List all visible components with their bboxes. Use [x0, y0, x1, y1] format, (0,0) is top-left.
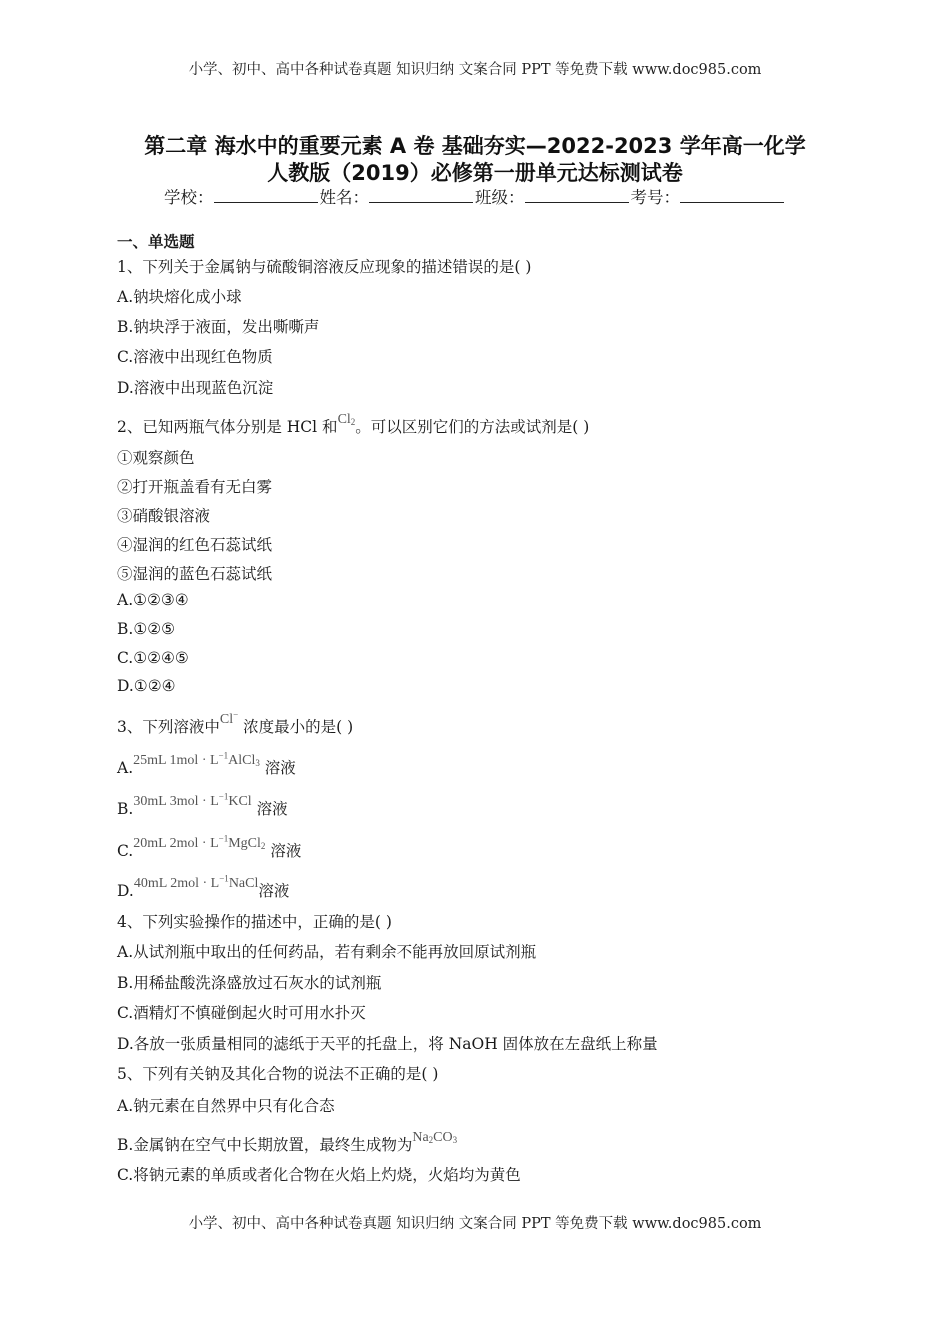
q3-b-label: B. — [117, 800, 134, 818]
q4-option-a: A.从试剂瓶中取出的任何药品，若有剩余不能再放回原试剂瓶 — [117, 943, 537, 961]
number-blank — [680, 186, 784, 203]
q3-option-c — [117, 833, 302, 861]
q3-d-label: D. — [117, 882, 134, 900]
q3-stem-b: 浓度最小的是( ) — [243, 718, 354, 736]
q4-option-d: D.各放一张质量相同的滤纸于天平的托盘上，将 NaOH 固体放在左盘纸上称量 — [117, 1035, 658, 1053]
q3-option-a — [117, 750, 296, 778]
co-sub: 3 — [452, 1135, 458, 1145]
student-info-row — [0, 184, 950, 208]
q3-c-unit: mol · L — [176, 836, 219, 851]
q3-stem-a: 3、下列溶液中 — [117, 718, 220, 736]
q1-option-b: B.钠块浮于液面，发出嘶嘶声 — [117, 318, 320, 336]
name-blank — [369, 186, 473, 203]
q3-a-vol: 25mL 1 — [133, 753, 177, 768]
cl-ion-sup: − — [233, 709, 239, 720]
q4-option-c: C.酒精灯不慎碰倒起火时可用水扑灭 — [117, 1004, 366, 1022]
class-blank — [525, 186, 629, 203]
q3-d-unit: mol · L — [177, 876, 220, 891]
q3-d-salt: NaCl — [228, 876, 259, 891]
q3-a-salt: AlCl — [228, 753, 256, 768]
q2-method-2: ②打开瓶盖看有无白雾 — [117, 478, 273, 496]
q3-a-formula — [133, 750, 260, 768]
q2-method-5: ⑤湿润的蓝色石蕊试纸 — [117, 565, 273, 583]
name-label: 姓名： — [319, 188, 369, 207]
cl-ion-main: Cl — [219, 712, 234, 727]
q2-method-1: ①观察颜色 — [117, 449, 195, 467]
cl2-main: Cl — [337, 412, 351, 427]
q3-b-unit-sup: −1 — [218, 791, 229, 802]
q4-stem: 4、下列实验操作的描述中，正确的是( ) — [117, 913, 392, 931]
q3-c-label: C. — [117, 842, 134, 860]
q5-option-b — [117, 1130, 458, 1155]
q3-d-solution: 溶液 — [258, 882, 290, 900]
q3-a-unit-sup: −1 — [218, 750, 229, 761]
co-main: CO — [433, 1130, 453, 1145]
page-header: 小学、初中、高中各种试卷真题 知识归纳 文案合同 PPT 等免费下载 www.doc985.com — [188, 62, 762, 78]
q3-c-unit-sup: −1 — [218, 833, 229, 844]
q3-option-b — [117, 791, 288, 819]
section-title: 一、单选题 — [117, 233, 195, 251]
q3-b-vol: 30mL 3 — [133, 794, 177, 809]
page-footer: 小学、初中、高中各种试卷真题 知识归纳 文案合同 PPT 等免费下载 www.doc985.com — [188, 1216, 762, 1232]
q3-b-solution: 溶液 — [256, 800, 288, 818]
q3-c-solution: 溶液 — [270, 842, 302, 860]
q2-method-3: ③硝酸银溶液 — [117, 507, 211, 525]
q2-method-4: ④湿润的红色石蕊试纸 — [117, 536, 273, 554]
q3-c-sub: 2 — [260, 841, 266, 851]
q3-c-formula — [133, 833, 266, 851]
cl2-sub: 2 — [350, 417, 356, 427]
q3-stem — [117, 709, 354, 737]
q5-option-a: A.钠元素在自然界中只有化合态 — [117, 1097, 335, 1115]
q3-b-formula — [133, 791, 252, 809]
na-sub: 2 — [428, 1135, 434, 1145]
exam-title-line1: 第二章 海水中的重要元素 A 卷 基础夯实—2022-2023 学年高一化学 — [144, 134, 806, 158]
q3-c-salt: MgCl — [228, 836, 261, 851]
number-label: 考号： — [630, 188, 680, 207]
exam-title-line2: 人教版（2019）必修第一册单元达标测试卷 — [267, 161, 683, 185]
q2-stem-a: 2、已知两瓶气体分别是 HCl 和 — [117, 418, 338, 436]
q3-a-unit: mol · L — [176, 753, 219, 768]
q1-option-d: D.溶液中出现蓝色沉淀 — [117, 379, 274, 397]
school-label: 学校： — [164, 188, 214, 207]
q3-b-unit: mol · L — [176, 794, 219, 809]
q3-d-vol: 40mL 2 — [133, 876, 178, 891]
q3-c-vol: 20mL 2 — [133, 836, 177, 851]
q3-d-formula — [133, 873, 259, 891]
q3-a-label: A. — [117, 759, 134, 777]
q2-stem — [117, 412, 590, 437]
q2-option-d: D.①②④ — [117, 677, 176, 695]
q2-option-c: C.①②④⑤ — [117, 649, 189, 667]
q3-b-salt: KCl — [228, 794, 252, 809]
class-label: 班级： — [475, 188, 525, 207]
q5-b-text: B.金属钠在空气中长期放置，最终生成物为 — [117, 1136, 413, 1154]
q1-stem: 1、下列关于金属钠与硫酸铜溶液反应现象的描述错误的是( ) — [117, 258, 532, 276]
q1-option-a: A.钠块熔化成小球 — [117, 288, 242, 306]
cl-ion-formula — [219, 709, 239, 727]
na-main: Na — [412, 1130, 429, 1145]
q5-option-c: C.将钠元素的单质或者化合物在火焰上灼烧，火焰均为黄色 — [117, 1166, 521, 1184]
cl2-formula — [338, 412, 356, 427]
q2-stem-b: 。可以区别它们的方法或试剂是( ) — [355, 418, 590, 436]
q3-a-sub: 3 — [255, 758, 260, 768]
q1-option-c: C.溶液中出现红色物质 — [117, 348, 273, 366]
q3-option-d — [117, 873, 290, 901]
q3-a-solution: 溶液 — [264, 759, 296, 777]
q4-option-b: B.用稀盐酸洗涤盛放过石灰水的试剂瓶 — [117, 974, 382, 992]
school-blank — [214, 186, 318, 203]
q5-stem: 5、下列有关钠及其化合物的说法不正确的是( ) — [117, 1065, 439, 1083]
q3-d-unit-sup: −1 — [219, 873, 229, 884]
q2-option-b: B.①②⑤ — [117, 620, 176, 638]
na2co3-formula — [412, 1130, 457, 1145]
q2-option-a: A.①②③④ — [117, 591, 189, 609]
